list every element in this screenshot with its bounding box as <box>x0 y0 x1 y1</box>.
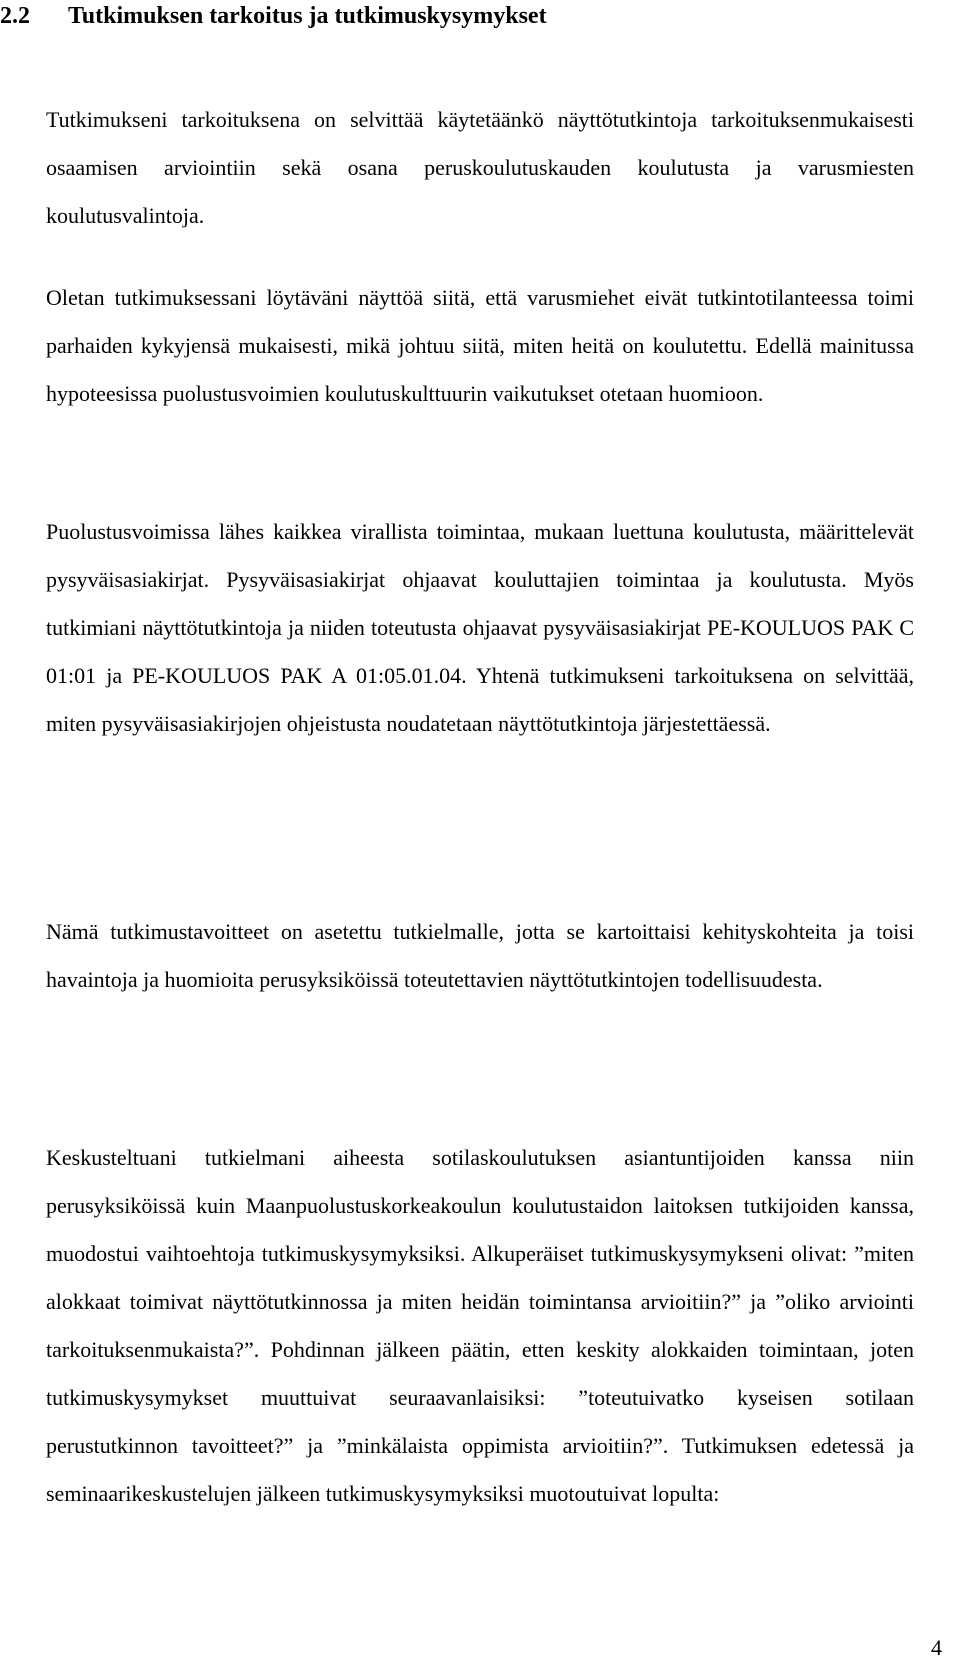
section-title: Tutkimuksen tarkoitus ja tutkimuskysymykset <box>68 3 547 29</box>
paragraph-hypothesis: Oletan tutkimuksessani löytäväni näyttöä siitä, että varusmiehet eivät tutkintotilanteessa toimi parhaiden kykyjensä mukaisesti, mikä johtuu siitä, miten heitä on koulutettu. Edellä mainitussa hypoteesissa puolustusvoimien koulutuskulttuurin vaikutukset otetaan huomioon. <box>46 285 914 406</box>
section-number: 2.2 <box>0 3 30 29</box>
paragraph-objectives: Nämä tutkimustavoitteet on asetettu tutkielmalle, jotta se kartoittaisi kehityskohteita ja toisi havaintoja ja huomioita perusyksiköissä toteutettavien näyttötutkintojen todellisuudesta. <box>46 919 914 992</box>
paragraph-purpose: Tutkimukseni tarkoituksena on selvittää käytetäänkö näyttötutkintoja tarkoituksenmukaisesti osaamisen arviointiin sekä osana peruskoulutuskauden koulutusta ja varusmiesten koulutusvalintoja. <box>46 107 914 228</box>
section-heading <box>0 0 547 32</box>
page-number: 4 <box>931 1635 942 1660</box>
paragraph-research-questions: Keskusteltuani tutkielmani aiheesta sotilaskoulutuksen asiantuntijoiden kanssa niin perusyksiköissä kuin Maanpuolustuskorkeakoulun koulutustaidon laitoksen tutkijoiden kanssa, muodostui vaihtoehtoja tutkimuskysymyksiksi. Alkuperäiset tutkimuskysymykseni olivat: ”miten alokkaat toimivat näyttötutkinnossa ja miten heidän toimintansa arvioitiin?” ja ”oliko arviointi tarkoituksenmukaista?”. Pohdinnan jälkeen päätin, etten keskity alokkaiden toimintaan, joten tutkimuskysymykset muuttuivat seuraavanlaisiksi: ”toteutuivatko kyseisen sotilaan perustutkinnon tavoitteet?” ja ”minkälaista oppimista arvioitiin?”. Tutkimuksen edetessä ja seminaarikeskustelujen jälkeen tutkimuskysymyksiksi muotoutuivat lopulta: <box>46 1145 914 1506</box>
paragraph-regulations: Puolustusvoimissa lähes kaikkea virallista toimintaa, mukaan luettuna koulutusta, määrittelevät pysyväisasiakirjat. Pysyväisasiakirjat ohjaavat kouluttajien toimintaa ja koulutusta. Myös tutkimiani näyttötutkintoja ja niiden toteutusta ohjaavat pysyväisasiakirjat PE-KOULUOS PAK C 01:01 ja PE-KOULUOS PAK A 01:05.01.04. Yhtenä tutkimukseni tarkoituksena on selvittää, miten pysyväisasiakirjojen ohjeistusta noudatetaan näyttötutkintoja järjestettäessä. <box>46 519 914 736</box>
